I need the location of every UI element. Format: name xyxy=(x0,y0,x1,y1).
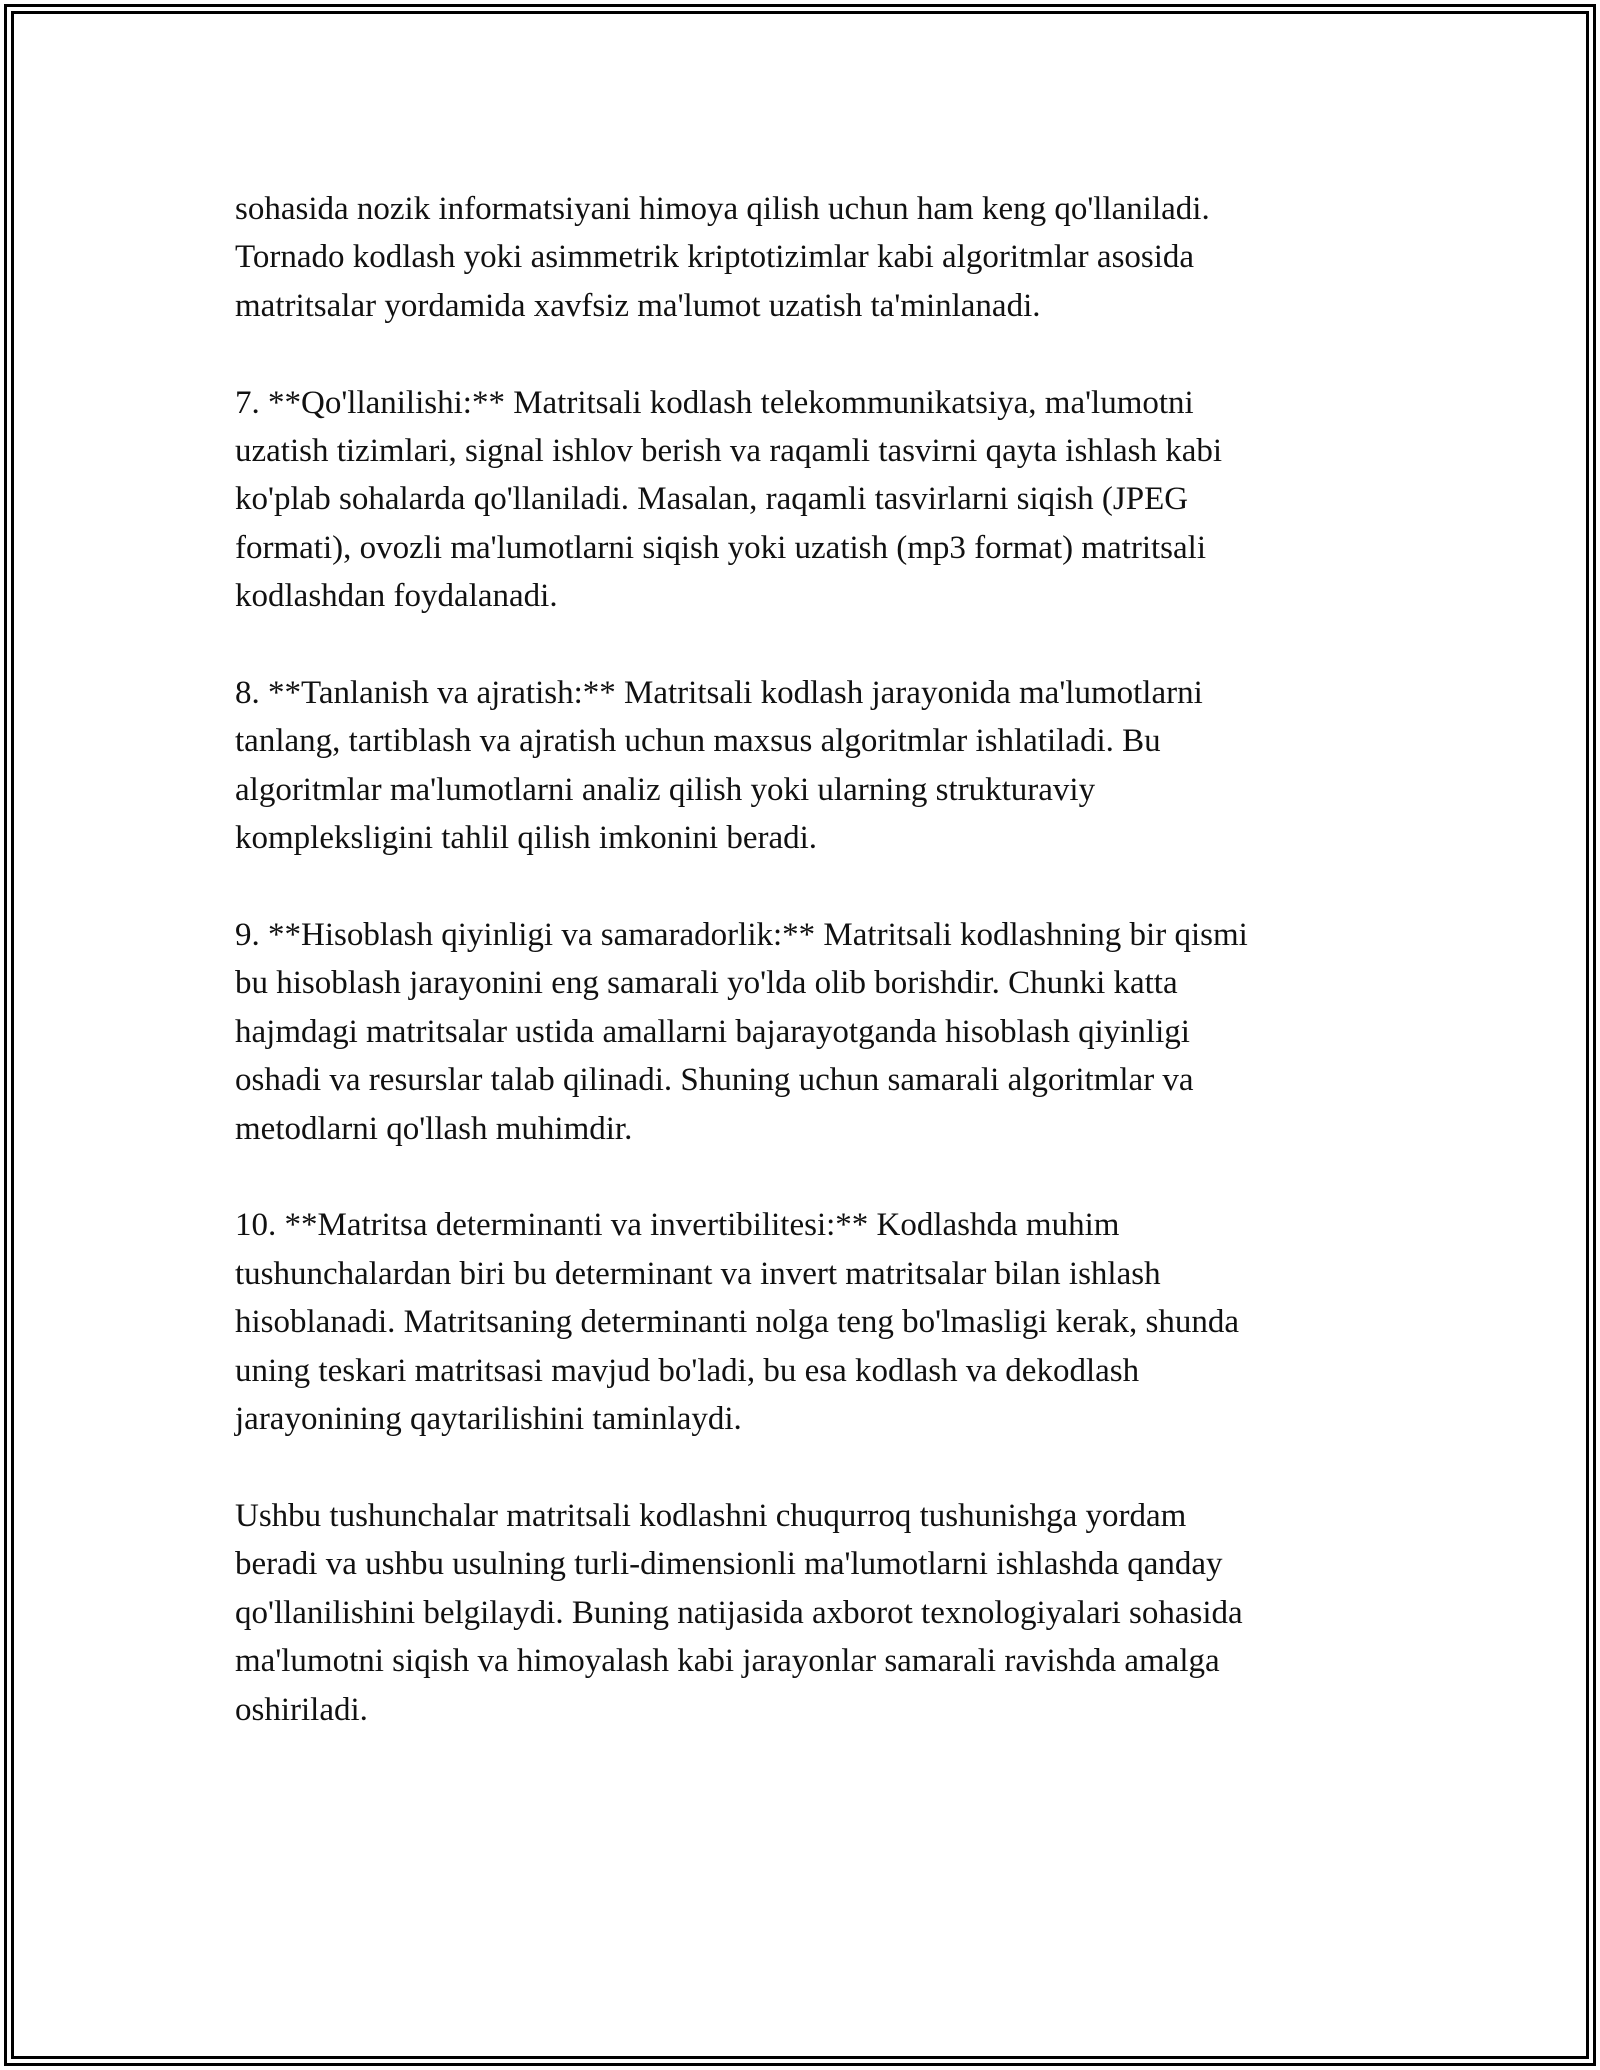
paragraph-item-8 xyxy=(235,669,1365,863)
text-line: uzatish tizimlari, signal ishlov berish va raqamli tasvirni qayta ishlash kabi xyxy=(235,433,1223,470)
document-body xyxy=(235,185,1365,1782)
text-line: hisoblanadi. Matritsaning determinanti nolga teng bo'lmasligi kerak, shunda xyxy=(235,1304,1239,1341)
text-line: ko'plab sohalarda qo'llaniladi. Masalan, raqamli tasvirlarni siqish (JPEG xyxy=(235,481,1189,518)
text-line: 10. **Matritsa determinanti va invertibilitesi:** Kodlashda muhim xyxy=(235,1207,1120,1244)
text-line: metodlarni qo'llash muhimdir. xyxy=(235,1110,633,1147)
text-line: 9. **Hisoblash qiyinligi va samaradorlik:** Matritsali kodlashning bir qismi xyxy=(235,917,1248,954)
text-line: tushunchalardan biri bu determinant va invert matritsalar bilan ishlash xyxy=(235,1255,1161,1292)
text-line: oshadi va resurslar talab qilinadi. Shuning uchun samarali algoritmlar va xyxy=(235,1062,1194,1099)
text-line: qo'llanilishini belgilaydi. Buning natijasida axborot texnologiyalari sohasida xyxy=(235,1594,1243,1631)
text-line: sohasida nozik informatsiyani himoya qilish uchun ham keng qo'llaniladi. xyxy=(235,191,1210,227)
text-line: Ushbu tushunchalar matritsali kodlashni chuqurroq tushunishga yordam xyxy=(235,1497,1187,1534)
text-line: uning teskari matritsasi mavjud bo'ladi, bu esa kodlash va dekodlash xyxy=(235,1352,1140,1389)
text-line: beradi va ushbu usulning turli-dimensionli ma'lumotlarni ishlashda qanday xyxy=(235,1546,1223,1583)
text-line: oshiriladi. xyxy=(235,1691,368,1728)
text-line: hajmdagi matritsalar ustida amallarni bajarayotganda hisoblash qiyinligi xyxy=(235,1013,1190,1050)
text-line: 8. **Tanlanish va ajratish:** Matritsali kodlash jarayonida ma'lumotlarni xyxy=(235,675,1203,712)
paragraph-item-7 xyxy=(235,379,1365,621)
paragraph-intro-continuation xyxy=(235,185,1365,330)
text-line: ma'lumotni siqish va himoyalash kabi jarayonlar samarali ravishda amalga xyxy=(235,1643,1220,1680)
text-line: kodlashdan foydalanadi. xyxy=(235,578,558,615)
paragraph-conclusion xyxy=(235,1492,1365,1734)
paragraph-item-10 xyxy=(235,1201,1365,1443)
text-line: algoritmlar ma'lumotlarni analiz qilish yoki ularning strukturaviy xyxy=(235,771,1096,808)
text-line: formati), ovozli ma'lumotlarni siqish yoki uzatish (mp3 format) matritsali xyxy=(235,529,1207,566)
text-line: bu hisoblash jarayonini eng samarali yo'lda olib borishdir. Chunki katta xyxy=(235,965,1178,1002)
text-line: matritsalar yordamida xavfsiz ma'lumot uzatish ta'minlanadi. xyxy=(235,287,1041,324)
text-line: kompleksligini tahlil qilish imkonini beradi. xyxy=(235,820,818,857)
text-line: tanlang, tartiblash va ajratish uchun maxsus algoritmlar ishlatiladi. Bu xyxy=(235,723,1161,760)
paragraph-item-9 xyxy=(235,911,1365,1153)
text-line: 7. **Qo'llanilishi:** Matritsali kodlash telekommunikatsiya, ma'lumotni xyxy=(235,384,1194,421)
text-line: jarayonining qaytarilishini taminlaydi. xyxy=(235,1401,742,1438)
text-line: Tornado kodlash yoki asimmetrik kriptotizimlar kabi algoritmlar asosida xyxy=(235,239,1195,276)
